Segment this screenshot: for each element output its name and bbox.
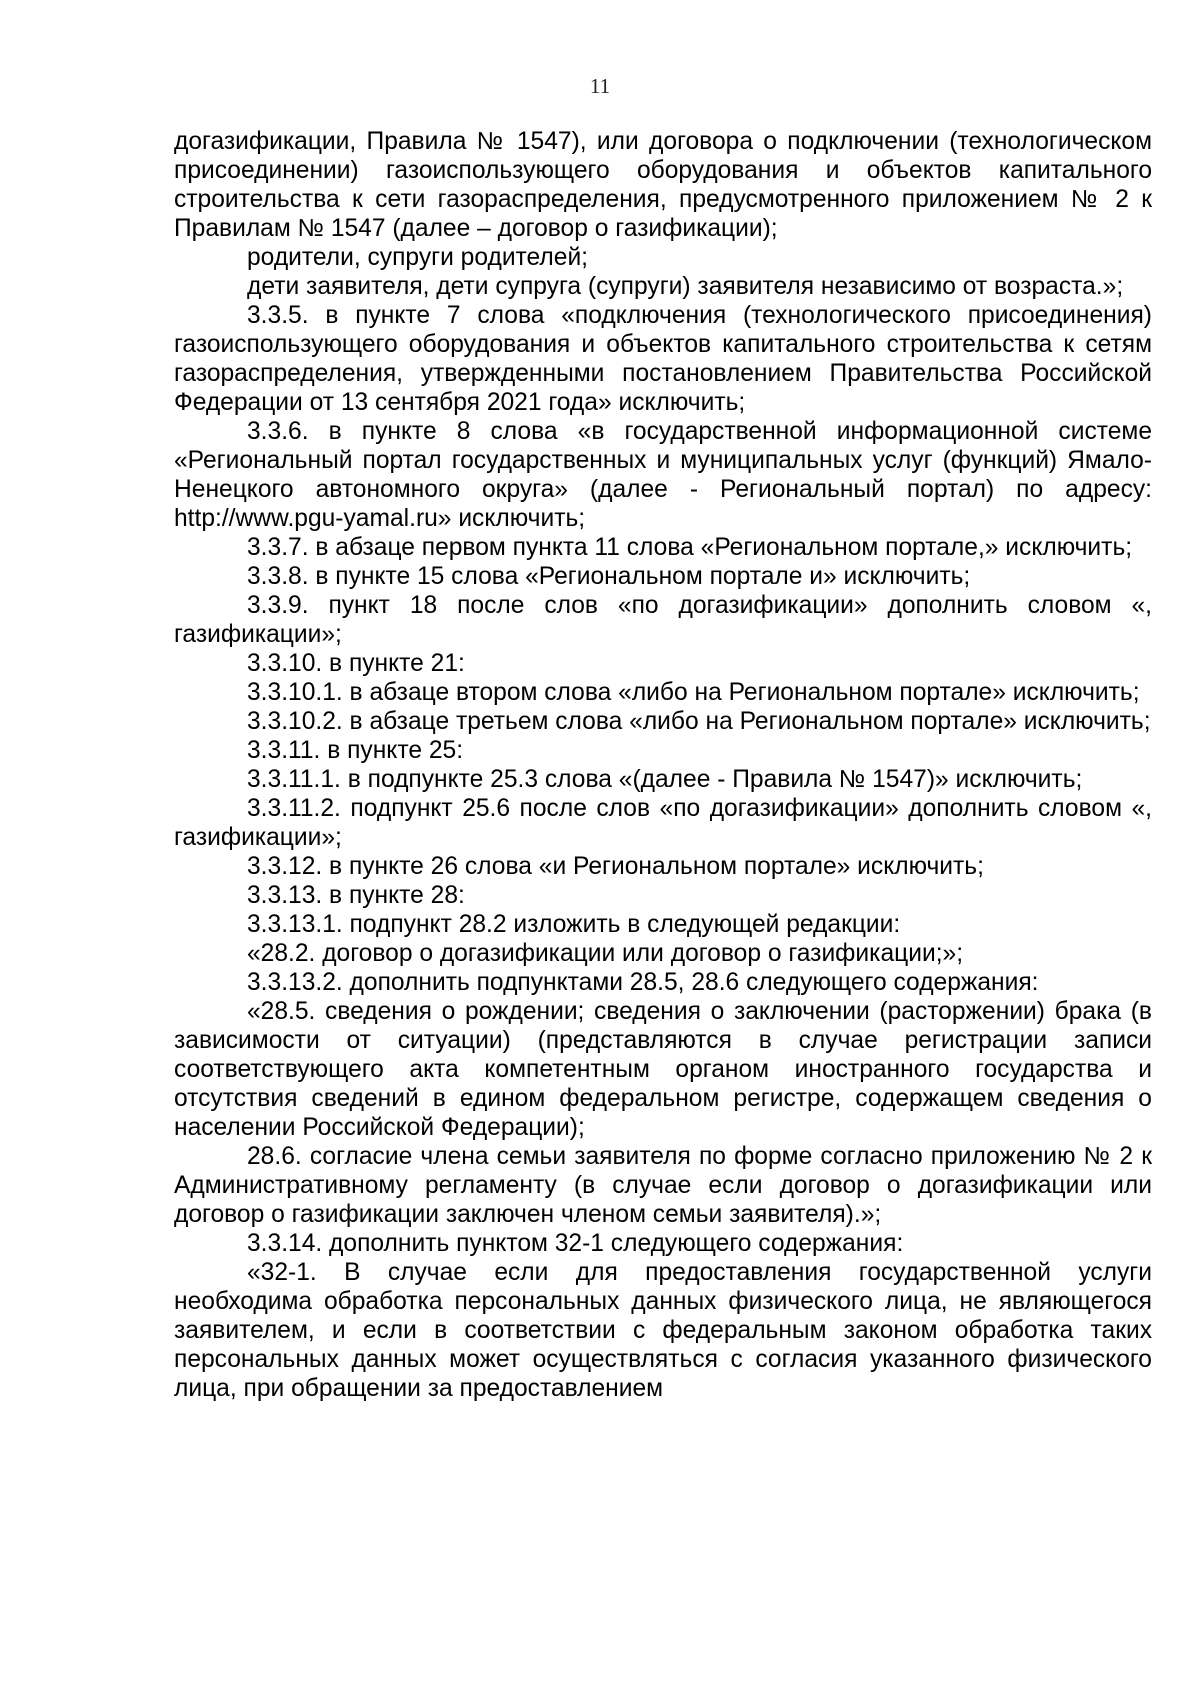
paragraph: 3.3.13.1. подпункт 28.2 изложить в следующей редакции: — [247, 911, 901, 938]
paragraph: 3.3.10.1. в абзаце втором слова «либо на Региональном портале» исключить; — [247, 679, 1140, 706]
paragraph: родители, супруги родителей; — [247, 244, 589, 271]
paragraph: 3.3.10.2. в абзаце третьем слова «либо на Региональном портале» исключить; — [247, 708, 1151, 735]
paragraph: 3.3.14. дополнить пунктом 32-1 следующего содержания: — [247, 1230, 904, 1257]
paragraph: 3.3.9. пункт 18 после слов «по догазификации» дополнить словом «, газификации»; — [174, 592, 1152, 648]
paragraph: 3.3.7. в абзаце первом пункта 11 слова «Региональном портале,» исключить; — [247, 534, 1133, 561]
document-body — [174, 127, 1152, 1403]
paragraph: догазификации, Правила № 1547), или договора о подключении (технологическом присоединении) газоиспользующего оборудования и объектов капитального строительства к сети газораспределения, предусмотренного приложением № 2 к Правилам № 1547 (далее – договор о газификации); — [174, 128, 1152, 242]
paragraph: 3.3.6. в пункте 8 слова «в государственной информационной системе «Региональный портал государственных и муниципальных услуг (функций) Ямало-Ненецкого автономного округа» (далее - Региональный портал) по адресу: http://www.pgu-yamal.ru» исключить; — [174, 418, 1152, 532]
page-number: 11 — [589, 74, 611, 98]
paragraph: 3.3.11.2. подпункт 25.6 после слов «по догазификации» дополнить словом «, газификации»; — [174, 795, 1152, 851]
paragraph: 3.3.12. в пункте 26 слова «и Региональном портале» исключить; — [247, 853, 984, 880]
paragraph: 3.3.8. в пункте 15 слова «Региональном портале и» исключить; — [247, 563, 971, 590]
paragraph: дети заявителя, дети супруга (супруги) заявителя независимо от возраста.»; — [247, 273, 1124, 300]
paragraph: «32-1. В случае если для предоставления государственной услуги необходима обработка персональных данных физического лица, не являющегося заявителем, и если в соответствии с федеральным законом обработка таких персональных данных может осуществляться с согласия указанного физического лица, при обращении за предоставлением — [174, 1259, 1152, 1402]
paragraph: «28.2. договор о догазификации или договор о газификации;»; — [247, 940, 964, 967]
paragraph: 3.3.11. в пункте 25: — [247, 737, 464, 764]
paragraph: 28.6. согласие члена семьи заявителя по форме согласно приложению № 2 к Административному регламенту (в случае если договор о догазификации или договор о газификации заключен членом семьи заявителя).»; — [174, 1143, 1152, 1228]
paragraph: 3.3.10. в пункте 21: — [247, 650, 465, 677]
paragraph: 3.3.13. в пункте 28: — [247, 882, 465, 909]
paragraph: 3.3.11.1. в подпункте 25.3 слова «(далее - Правила № 1547)» исключить; — [247, 766, 1083, 793]
paragraph: 3.3.5. в пункте 7 слова «подключения (технологического присоединения) газоиспользующего оборудования и объектов капитального строительства к сетям газораспределения, утвержденными постановлением Правительства Российской Федерации от 13 сентября 2021 года» исключить; — [174, 302, 1152, 416]
paragraph: «28.5. сведения о рождении; сведения о заключении (расторжении) брака (в зависимости от ситуации) (представляются в случае регистрации записи соответствующего акта компетентным органом иностранного государства и отсутствия сведений в едином федеральном регистре, содержащем сведения о населении Российской Федерации); — [174, 998, 1152, 1141]
paragraph: 3.3.13.2. дополнить подпунктами 28.5, 28.6 следующего содержания: — [247, 969, 1039, 996]
